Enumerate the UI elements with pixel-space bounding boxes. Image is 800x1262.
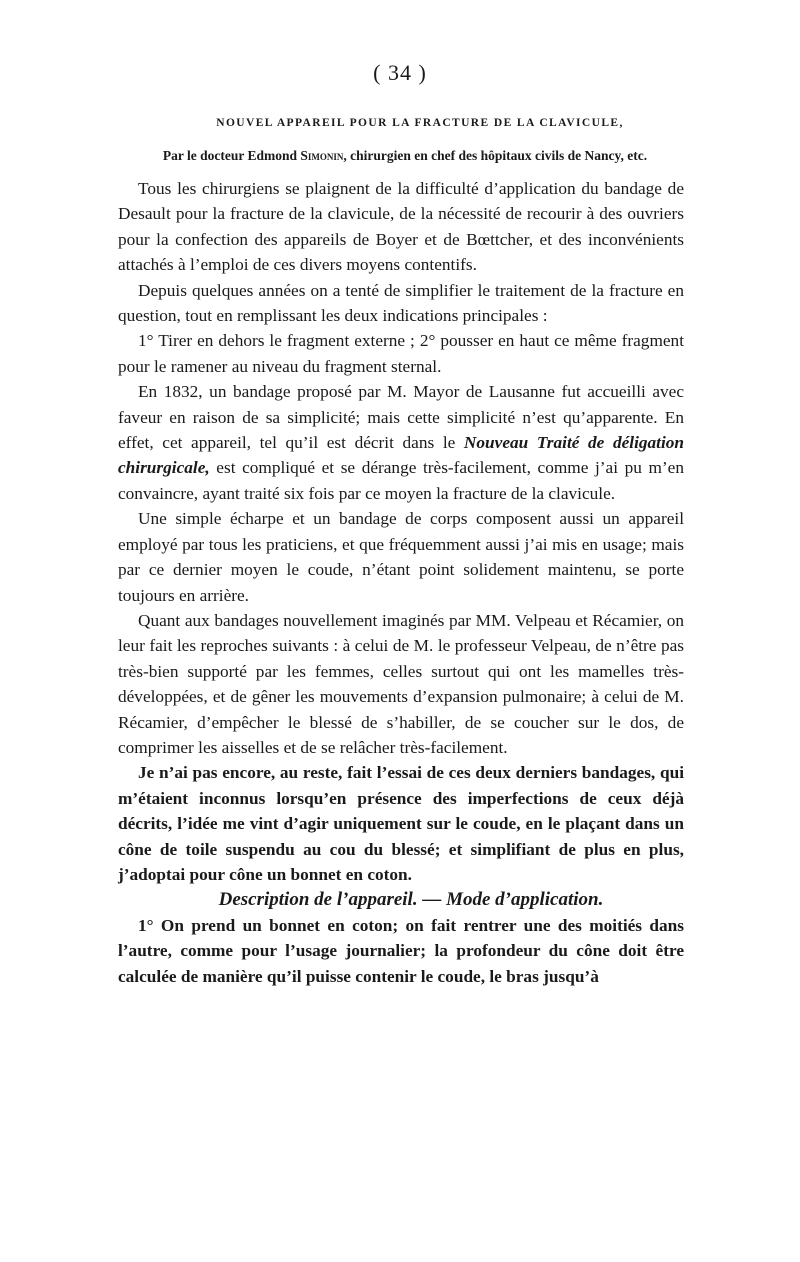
byline: [100, 148, 710, 164]
paragraph: Tous les chirurgiens se plaignent de la difficulté d’application du bandage de Desault pour la fracture de la clavicule, de la nécessité de recourir à des ouvriers pour la confection des appareils de Boyer et de Bœttcher, et des inconvénients attachés à l’emploi de ces divers moyens contentifs.: [118, 179, 684, 275]
section-heading: Description de l’appareil. — Mode d’application.: [218, 889, 604, 911]
paragraph: Depuis quelques années on a tenté de simplifier le traitement de la fracture en question, tout en remplissant les deux indications principales :: [118, 280, 684, 326]
page-number: ( 34 ): [373, 60, 427, 85]
article-body: [118, 176, 684, 989]
book-title: Nouveau Traité de déligation chirurgicale,: [118, 433, 685, 478]
byline-suffix: , chirurgien en chef des hôpitaux civils de Nancy, etc.: [343, 148, 648, 163]
paragraph: Je n’ai pas encore, au reste, fait l’essai de ces deux derniers bandages, qui m’étaient inconnus lorsqu’en présence des imperfections de ceux déjà décrits, l’idée me vint d’agir uniquement sur le coude, en le plaçant dans un cône de toile suspendu au cou du blessé; et simplifiant de plus en plus, j’adoptai pour cône un bonnet en coton.: [118, 763, 684, 884]
paragraph-text: En 1832, un bandage proposé par M. Mayor de Lausanne fut accueilli avec faveur en raison de sa simplicité; mais cette simplicité n’est qu’apparente. En effet, cet appareil, tel qu’il est décrit dans le: [118, 382, 684, 453]
paragraph: Quant aux bandages nouvellement imaginés par MM. Velpeau et Récamier, on leur fait les reproches suivants : à celui de M. le professeur Velpeau, de n’être pas très-bien supporté par les femmes, celles surtout qui ont les mamelles très-développées, et de gêner les mouvements d’expansion pulmonaire; à celui de M. Récamier, d’empêcher le blessé de s’habiller, de se coucher sur le dos, de comprimer les aisselles et de se relâcher très-facilement.: [118, 610, 684, 757]
paragraph-1832: [118, 379, 684, 506]
article-title: NOUVEL APPAREIL POUR LA FRACTURE DE LA CLAVICULE,: [216, 117, 624, 129]
paragraph: Une simple écharpe et un bandage de corps composent aussi un appareil employé par tous les praticiens, et que fréquemment aussi j’ai mis en usage; mais par ce dernier moyen le coude, n’étant point solidement maintenu, se porte toujours en arrière.: [118, 509, 684, 605]
paragraph: 1° On prend un bonnet en coton; on fait rentrer une des moitiés dans l’autre, comme pour l’usage journalier; la profondeur du cône doit être calculée de manière qu’il puisse contenir le coude, le bras jusqu’à: [118, 915, 684, 986]
paragraph: 1° Tirer en dehors le fragment externe ; 2° pousser en haut ce même fragment pour le ramener au niveau du fragment sternal.: [118, 331, 684, 376]
byline-prefix: Par le docteur Edmond: [162, 148, 301, 163]
paragraph-text: est compliqué et se dérange très-facilement, comme j’ai pu m’en convaincre, ayant traité six fois par ce moyen la fracture de la clavicule.: [118, 458, 684, 503]
author-name: Simonin: [300, 148, 344, 163]
